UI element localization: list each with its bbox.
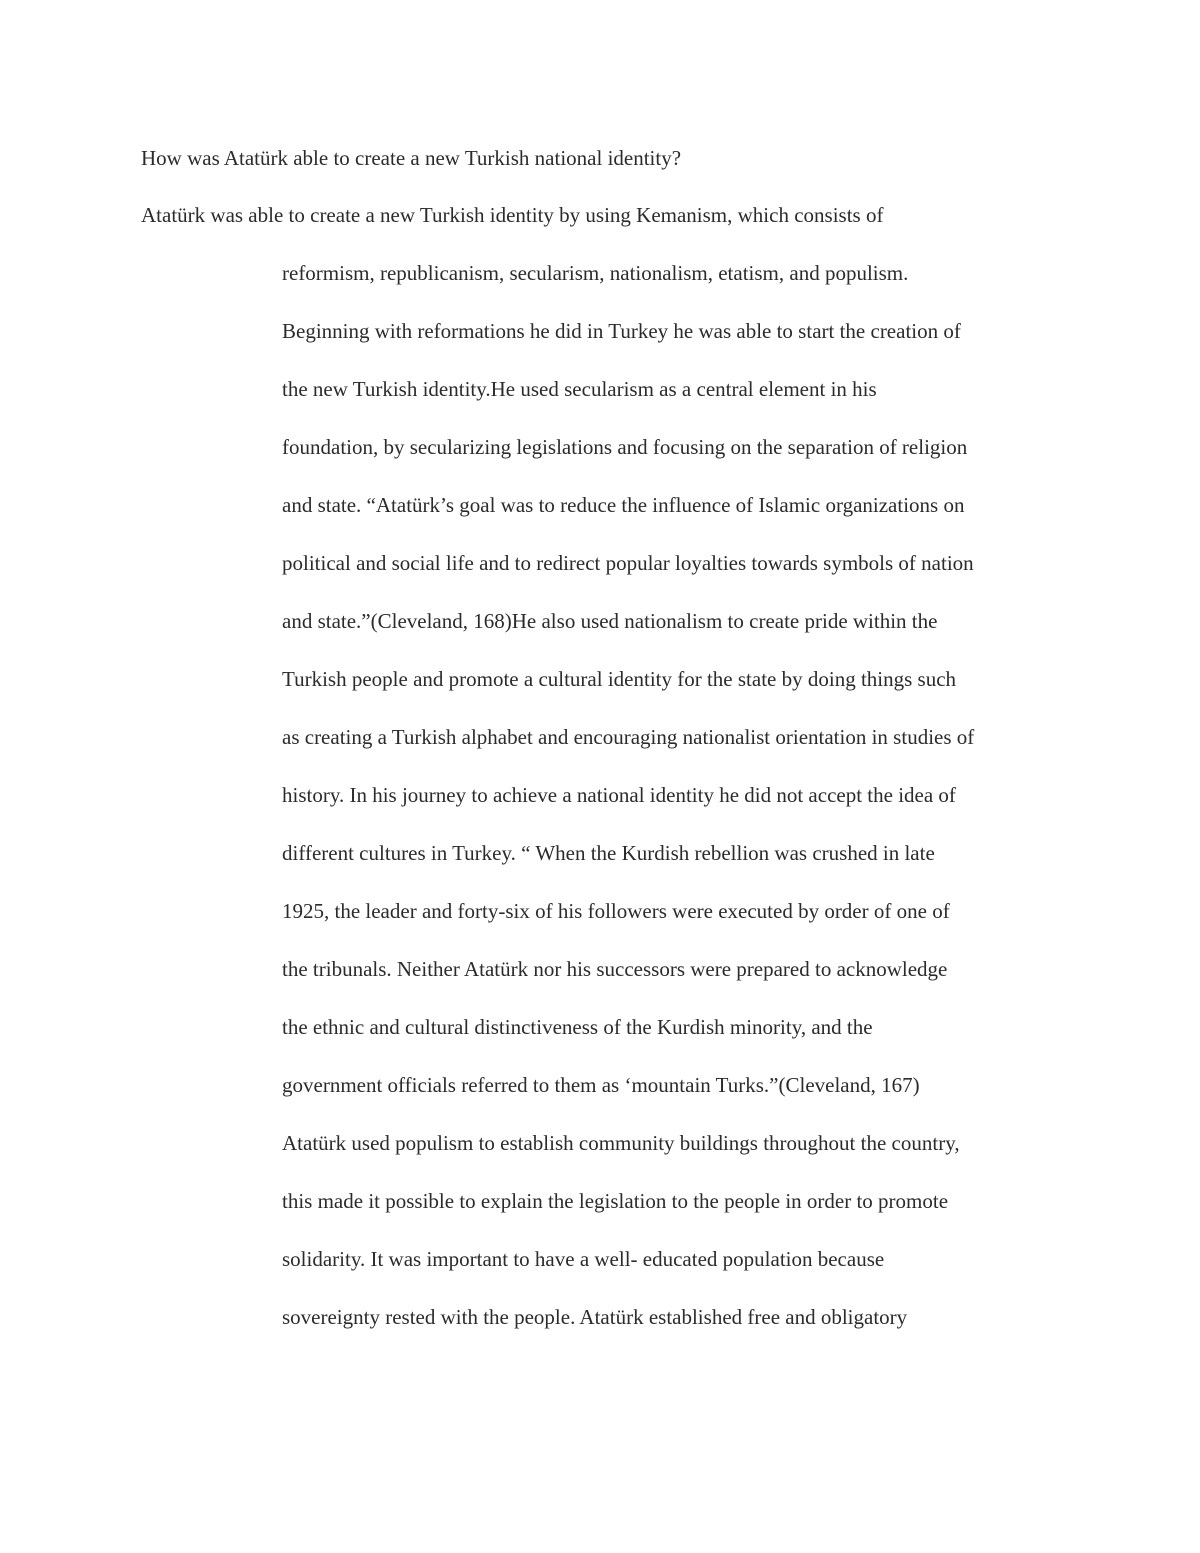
paragraph-line: history. In his journey to achieve a national identity he did not accept the idea of bbox=[282, 783, 956, 807]
paragraph-line: as creating a Turkish alphabet and encouraging nationalist orientation in studies of bbox=[282, 725, 975, 749]
paragraph-line: the tribunals. Neither Atatürk nor his successors were prepared to acknowledge bbox=[282, 957, 948, 981]
paragraph-first-line: Atatürk was able to create a new Turkish identity by using Kemanism, which consists of bbox=[141, 203, 884, 227]
paragraph-line: 1925, the leader and forty-six of his followers were executed by order of one of bbox=[282, 899, 950, 923]
paragraph-line: Turkish people and promote a cultural identity for the state by doing things such bbox=[282, 667, 957, 691]
paragraph-line: foundation, by secularizing legislations and focusing on the separation of religion bbox=[282, 435, 968, 459]
paragraph-line: and state.”(Cleveland, 168)He also used nationalism to create pride within the bbox=[282, 609, 938, 633]
paragraph-line: Atatürk used populism to establish community buildings throughout the country, bbox=[282, 1131, 960, 1155]
paragraph-line: and state. “Atatürk’s goal was to reduce the influence of Islamic organizations on bbox=[282, 493, 965, 517]
paragraph-line: this made it possible to explain the legislation to the people in order to promote bbox=[282, 1189, 949, 1213]
paragraph-line: political and social life and to redirect popular loyalties towards symbols of nation bbox=[282, 551, 974, 575]
paragraph-line: reformism, republicanism, secularism, nationalism, etatism, and populism. bbox=[282, 261, 909, 285]
paragraph-line: Beginning with reformations he did in Turkey he was able to start the creation of bbox=[282, 319, 961, 343]
paragraph-line: solidarity. It was important to have a well- educated population because bbox=[282, 1247, 885, 1271]
paragraph-line: the new Turkish identity.He used secularism as a central element in his bbox=[282, 377, 877, 401]
paragraph-line: sovereignty rested with the people. Atatürk established free and obligatory bbox=[282, 1305, 908, 1329]
question-heading: How was Atatürk able to create a new Turkish national identity? bbox=[141, 146, 682, 170]
paragraph-line: different cultures in Turkey. “ When the Kurdish rebellion was crushed in late bbox=[282, 841, 935, 865]
paragraph-line: government officials referred to them as ‘mountain Turks.”(Cleveland, 167) bbox=[282, 1073, 920, 1097]
paragraph-line: the ethnic and cultural distinctiveness of the Kurdish minority, and the bbox=[282, 1015, 873, 1039]
